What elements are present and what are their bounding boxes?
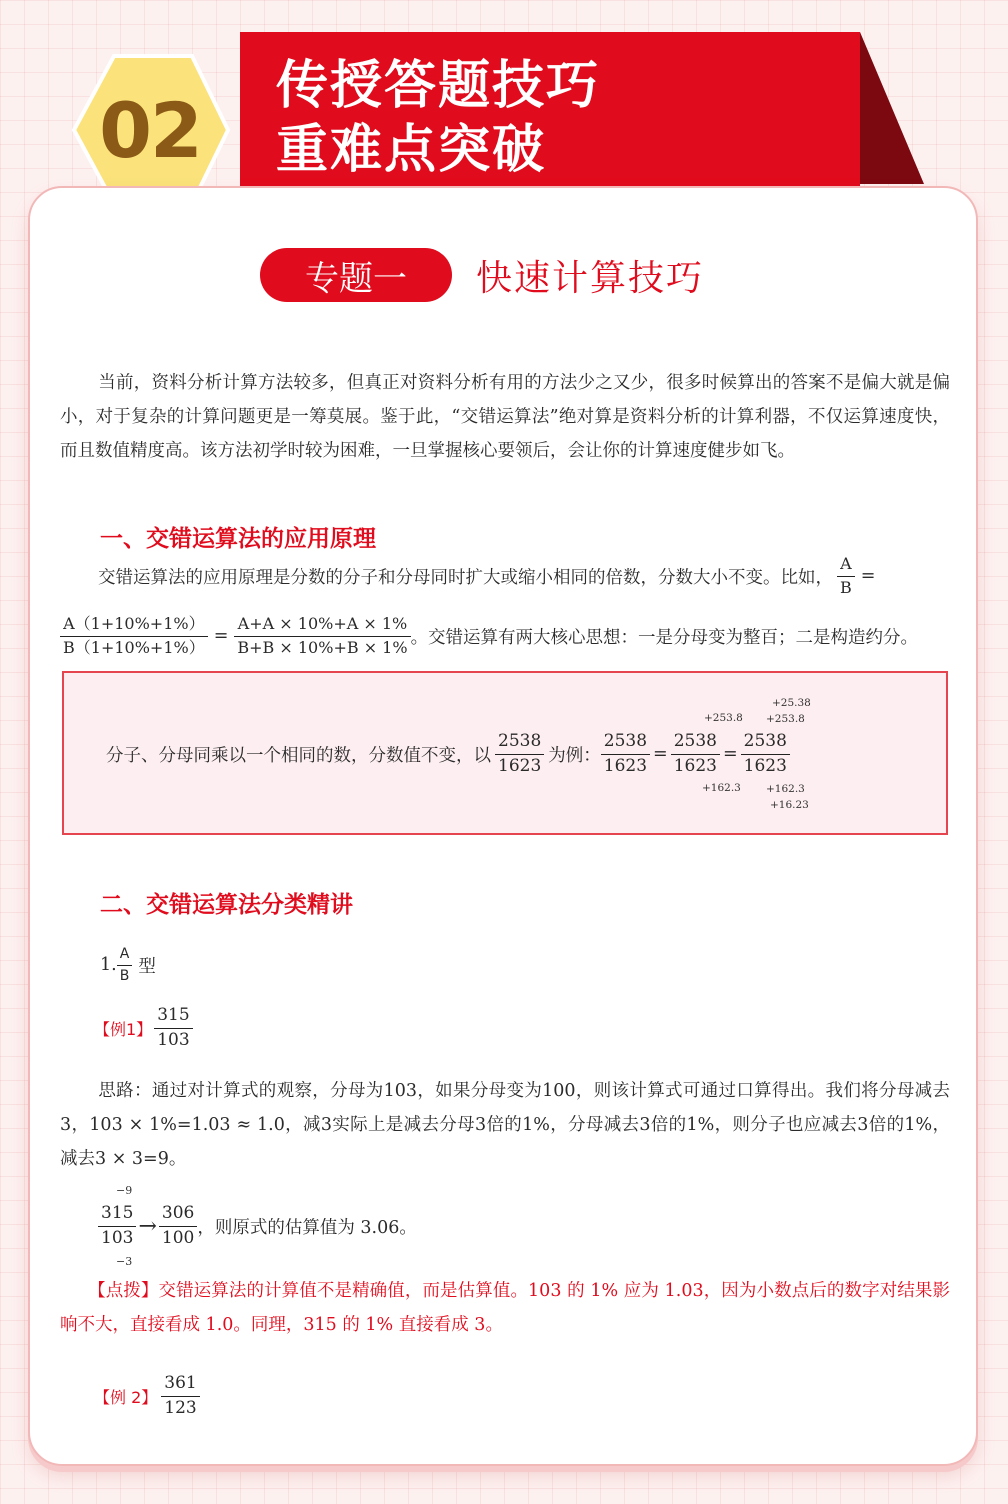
adj-above2-f3: +253.8 xyxy=(766,713,805,725)
section1-text: 交错运算法的应用原理是分数的分子和分母同时扩大或缩小相同的倍数，分数大小不变。比如， xyxy=(98,567,833,588)
frac-a-b: $\frac{A}{B}$ xyxy=(837,555,855,597)
arrow-icon: → xyxy=(138,1213,157,1239)
topic-title: 快速计算技巧 xyxy=(476,257,705,299)
type-label: 1. $\frac{A}{B}$ 型 xyxy=(100,946,156,984)
tip-text: 【点拨】交错运算法的计算值不是精确值，而是估算值。103 的 1% 应为 1.03，因为小数点后的数字对结果影响不大，直接看成 1.0。同理，315 的 1% 直接看成 3。 xyxy=(60,1281,950,1335)
adj-below2-f3: +16.23 xyxy=(770,799,809,811)
intro-paragraph xyxy=(60,366,950,468)
header-banner xyxy=(240,32,860,208)
header-title-line1: 传授答题技巧 xyxy=(276,56,601,116)
adj-below1-f3: +162.3 xyxy=(766,783,805,795)
idea-text: 思路：通过对计算式的观察，分母为103，如果分母变为100，则该计算式可通过口算得出。我们将分母减去3，103 × 1%=1.03 ≈ 1.0，减3实际上是减去分母3倍的1%，分母减去3倍的1%，则分子也应减去3倍的1%，减去3 × 3=9。 xyxy=(60,1081,950,1169)
calc-frac-2: $\frac{306}{100}$ xyxy=(159,1204,197,1248)
section-number: 02 xyxy=(99,85,201,175)
idea-paragraph xyxy=(60,1074,950,1176)
calc-top-adj: −9 xyxy=(116,1184,133,1197)
calc-tail: ，则原式的估算值为 3.06。 xyxy=(197,1217,417,1238)
example1 xyxy=(94,1000,193,1056)
adj-above-f2: +253.8 xyxy=(704,712,743,724)
example-box-line: 分子、分母同乘以一个相同的数，分数值不变，以 $\frac{2538}{1623}$ 为例： $\frac{2538}{1623}$ = $\frac{2538}{1623}$ = $\frac{2538}{1623}$ xyxy=(106,724,790,784)
calc-frac-1: $\frac{315}{103}$ xyxy=(98,1204,136,1248)
adj-above1-f3: +25.38 xyxy=(772,697,811,709)
adj-below-f2: +162.3 xyxy=(702,782,741,794)
section1-heading: 一、交错运算法的应用原理 xyxy=(100,526,376,552)
calc-bottom-adj: −3 xyxy=(116,1255,133,1268)
box-text: 分子、分母同乘以一个相同的数，分数值不变，以 xyxy=(106,745,491,766)
section1-line1: 交错运算法的应用原理是分数的分子和分母同时扩大或缩小相同的倍数，分数大小不变。比如， $\frac{A}{B}$ = xyxy=(98,554,876,597)
example1-label: 【例1】 xyxy=(94,1019,153,1039)
calc-line xyxy=(98,1198,417,1254)
header-title-line2: 重难点突破 xyxy=(276,120,547,180)
topic-header xyxy=(260,248,704,302)
section1-line2: $\frac{A(1+10\%+1\%)}{B(1+10\%+1\%)}$ = $\frac{A+A \times 10\%+A \times 1\%}{B+B \times 10\%+B \times 1\%}$ 。交错运算有两大核心思想：一是分母变为整百；二是构造约分。 xyxy=(60,608,918,664)
tip-paragraph xyxy=(60,1274,950,1342)
example2 xyxy=(94,1368,200,1424)
box-frac-2: $\frac{2538}{1623}$ xyxy=(671,732,720,776)
example2-label: 【例 2】 xyxy=(94,1387,158,1407)
intro-text: 当前，资料分析计算方法较多，但真正对资料分析有用的方法少之又少，很多时候算出的答案不是偏大就是偏小，对于复杂的计算问题更是一筹莫展。鉴于此，“交错运算法”绝对算是资料分析的计算利器，不仅运算速度快，而且数值精度高。该方法初学时较为困难，一旦掌握核心要领后，会让你的计算速度健步如飞。 xyxy=(60,373,950,461)
box-frac-1: $\frac{2538}{1623}$ xyxy=(601,732,650,776)
example1-frac: $\frac{315}{103}$ xyxy=(154,1006,192,1050)
section1-tail: 。交错运算有两大核心思想：一是分母变为整百；二是构造约分。 xyxy=(410,627,919,648)
section2-heading: 二、交错运算法分类精讲 xyxy=(100,892,353,918)
example2-frac: $\frac{361}{123}$ xyxy=(161,1374,199,1418)
frac-a-distributed: $\frac{A+A \times 10\%+A \times 1\%}{B+B \times 10\%+B \times 1\%}$ xyxy=(234,615,410,657)
type-frac: $\frac{A}{B}$ xyxy=(117,946,133,983)
box-frac: $\frac{2538}{1623}$ xyxy=(495,732,544,776)
frac-a-expanded: $\frac{A(1+10\%+1\%)}{B(1+10\%+1\%)}$ xyxy=(60,615,208,657)
box-frac-3: $\frac{2538}{1623}$ xyxy=(741,732,790,776)
topic-pill: 专题一 xyxy=(260,248,452,302)
